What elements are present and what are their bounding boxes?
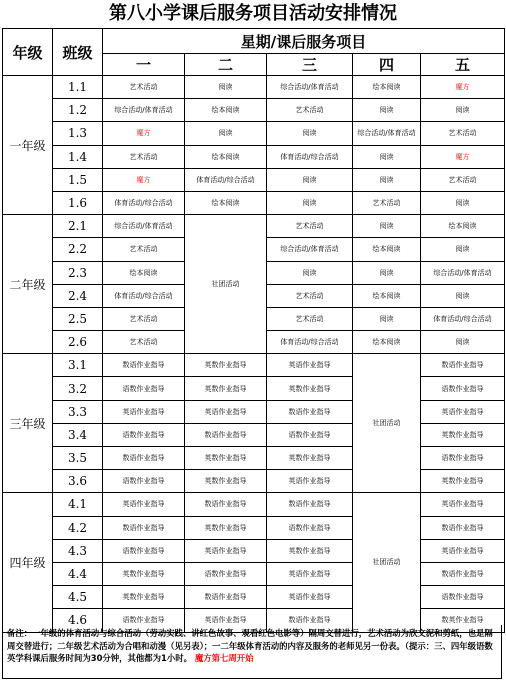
activity-cell: 艺术活动 [353, 191, 421, 214]
activity-cell: 数英作业指导 [421, 609, 505, 632]
activity-cell: 体育活动/综合活动 [103, 284, 185, 307]
class-number: 1.5 [53, 168, 103, 191]
activity-cell: 绘本阅读 [103, 261, 185, 284]
class-number: 3.6 [53, 470, 103, 493]
table-row [3, 122, 505, 145]
activity-cell: 体育活动/综合活动 [267, 145, 353, 168]
table-row [3, 493, 505, 516]
class-number: 2.5 [53, 307, 103, 330]
activity-cell: 数语作业指导 [103, 447, 185, 470]
activity-cell: 英语作业指导 [103, 493, 185, 516]
activity-cell: 综合活动/体育活动 [353, 122, 421, 145]
table-row [3, 516, 505, 539]
day-header-fri: 五 [421, 54, 505, 76]
day-header-tue: 二 [185, 54, 267, 76]
activity-cell: 魔方 [421, 76, 505, 99]
activity-cell: 艺术活动 [267, 215, 353, 238]
activity-cell: 艺术活动 [267, 307, 353, 330]
activity-cell: 体育活动/综合活动 [103, 191, 185, 214]
class-number: 4.2 [53, 516, 103, 539]
grade-label: 一年级 [3, 76, 53, 215]
grade-header: 年级 [3, 29, 53, 76]
activity-cell: 艺术活动 [103, 307, 185, 330]
class-number: 3.4 [53, 423, 103, 446]
table-row [3, 191, 505, 214]
activity-cell: 综合活动/体育活动 [103, 99, 185, 122]
activity-cell: 阅读 [421, 331, 505, 354]
activity-cell: 数语作业指导 [267, 493, 353, 516]
activity-cell: 数语作业指导 [185, 586, 267, 609]
activity-cell: 语数作业指导 [103, 539, 185, 562]
activity-cell: 数语作业指导 [267, 609, 353, 632]
activity-cell: 阅读 [421, 238, 505, 261]
activity-cell: 阅读 [353, 99, 421, 122]
table-row [3, 76, 505, 99]
activity-cell: 综合活动/体育活动 [267, 238, 353, 261]
activity-cell: 阅读 [421, 99, 505, 122]
activity-cell: 阅读 [353, 168, 421, 191]
schedule-table [2, 28, 505, 633]
activity-cell: 英语作业指导 [185, 400, 267, 423]
activity-cell: 数语作业指导 [421, 354, 505, 377]
table-row [3, 562, 505, 585]
activity-cell: 绘本阅读 [421, 215, 505, 238]
club-activity-cell: 社团活动 [185, 215, 267, 354]
class-number: 1.2 [53, 99, 103, 122]
activity-cell: 阅读 [353, 261, 421, 284]
activity-cell: 阅读 [185, 122, 267, 145]
activity-cell: 综合活动/体育活动 [421, 261, 505, 284]
activity-cell: 阅读 [267, 261, 353, 284]
class-number: 3.1 [53, 354, 103, 377]
activity-cell: 数语作业指导 [421, 516, 505, 539]
footnote-text: 备注：一年级的体育活动与综合活动（劳动实践、讲红色故事、观看红色电影等）隔周交替进行，艺术活动为欣文泥和剪纸，也是隔周交替进行；二年级艺术活动为合唱和动漫（见另表）；一二年级体育活动的内容及服务的老师见另一份表。（提示：三、四年级语数英学科课后服务时间为30分钟，其他都为1小时。 [7, 628, 493, 664]
activity-cell: 英语作业指导 [267, 354, 353, 377]
activity-cell: 英语作业指导 [185, 609, 267, 632]
grade-label: 三年级 [3, 354, 53, 493]
sheet-title: 第八小学课后服务项目活动安排情况 [109, 3, 397, 24]
activity-cell: 数语作业指导 [185, 493, 267, 516]
activity-cell: 数语作业指导 [103, 354, 185, 377]
class-number: 4.4 [53, 562, 103, 585]
table-row [3, 423, 505, 446]
class-number: 3.5 [53, 447, 103, 470]
activity-cell: 英数作业指导 [421, 423, 505, 446]
day-header-wed: 三 [267, 54, 353, 76]
activity-cell: 语数作业指导 [103, 470, 185, 493]
table-row [3, 145, 505, 168]
activity-cell: 体育活动/综合活动 [421, 307, 505, 330]
club-activity-cell: 社团活动 [353, 493, 421, 632]
table-row [3, 400, 505, 423]
activity-cell: 英数作业指导 [267, 539, 353, 562]
activity-cell: 英语作业指导 [267, 562, 353, 585]
class-number: 4.5 [53, 586, 103, 609]
club-activity-cell: 社团活动 [353, 354, 421, 493]
activity-cell: 英语作业指导 [421, 493, 505, 516]
activity-cell: 数语作业指导 [421, 562, 505, 585]
table-row [3, 470, 505, 493]
activity-cell: 艺术活动 [103, 238, 185, 261]
activity-cell: 英语作业指导 [421, 400, 505, 423]
table-row [3, 586, 505, 609]
activity-cell: 英数作业指导 [103, 586, 185, 609]
activity-cell: 数语作业指导 [267, 400, 353, 423]
activity-cell: 绘本阅读 [353, 331, 421, 354]
activity-cell: 艺术活动 [103, 331, 185, 354]
activity-cell: 英数作业指导 [185, 377, 267, 400]
activity-cell: 语数作业指导 [103, 609, 185, 632]
activity-cell: 语数作业指导 [103, 423, 185, 446]
activity-cell: 阅读 [267, 191, 353, 214]
table-row [3, 447, 505, 470]
footnote [2, 625, 502, 679]
activity-cell: 绘本阅读 [185, 99, 267, 122]
activity-cell: 阅读 [353, 307, 421, 330]
class-number: 3.3 [53, 400, 103, 423]
activity-cell: 英数作业指导 [103, 562, 185, 585]
activity-cell: 绘本阅读 [353, 238, 421, 261]
table-row [3, 99, 505, 122]
table-row [3, 539, 505, 562]
activity-cell: 数语作业指导 [185, 423, 267, 446]
class-number: 4.6 [53, 609, 103, 632]
activity-cell: 阅读 [267, 122, 353, 145]
day-header-mon: 一 [103, 54, 185, 76]
activity-cell: 语数作业指导 [421, 586, 505, 609]
table-row [3, 215, 505, 238]
activity-cell: 艺术活动 [103, 76, 185, 99]
activity-cell: 英语作业指导 [267, 586, 353, 609]
activity-cell: 综合活动/体育活动 [103, 215, 185, 238]
activity-cell: 语数作业指导 [267, 423, 353, 446]
class-number: 2.2 [53, 238, 103, 261]
activity-cell: 阅读 [421, 191, 505, 214]
class-header: 班级 [53, 29, 103, 76]
day-header-thu: 四 [353, 54, 421, 76]
activity-cell: 语数作业指导 [421, 377, 505, 400]
activity-cell: 综合活动/体育活动 [267, 76, 353, 99]
activity-cell: 语数作业指导 [103, 377, 185, 400]
class-number: 1.6 [53, 191, 103, 214]
activity-cell: 语数作业指导 [185, 562, 267, 585]
class-number: 2.3 [53, 261, 103, 284]
activity-cell: 英数作业指导 [185, 516, 267, 539]
activity-cell: 英数作业指导 [185, 447, 267, 470]
activity-cell: 艺术活动 [267, 284, 353, 307]
class-number: 4.3 [53, 539, 103, 562]
activity-cell: 艺术活动 [421, 168, 505, 191]
table-row [3, 168, 505, 191]
activity-cell: 阅读 [267, 168, 353, 191]
activity-cell: 绘本阅读 [185, 145, 267, 168]
activity-cell: 英数作业指导 [267, 447, 353, 470]
activity-cell: 阅读 [421, 284, 505, 307]
class-number: 2.6 [53, 331, 103, 354]
class-number: 1.1 [53, 76, 103, 99]
activity-cell: 语数作业指导 [267, 516, 353, 539]
class-number: 1.4 [53, 145, 103, 168]
activity-cell: 英语作业指导 [185, 539, 267, 562]
table-row [3, 377, 505, 400]
activity-cell: 艺术活动 [421, 122, 505, 145]
class-number: 2.4 [53, 284, 103, 307]
activity-cell: 魔方 [421, 145, 505, 168]
activity-cell: 英数作业指导 [185, 470, 267, 493]
activity-cell: 魔方 [103, 168, 185, 191]
class-number: 3.2 [53, 377, 103, 400]
activity-cell: 体育活动/综合活动 [267, 331, 353, 354]
activity-cell: 语数作业指导 [421, 447, 505, 470]
grade-label: 四年级 [3, 493, 53, 632]
activity-cell: 英数作业指导 [185, 354, 267, 377]
activity-cell: 英数作业指导 [421, 470, 505, 493]
class-number: 4.1 [53, 493, 103, 516]
footnote-highlight: 魔方第七周开始 [194, 653, 254, 664]
activity-cell: 绘本阅读 [185, 191, 267, 214]
activity-cell: 绘本阅读 [353, 76, 421, 99]
activity-cell: 艺术活动 [103, 145, 185, 168]
activity-cell: 绘本阅读 [353, 284, 421, 307]
table-row [3, 354, 505, 377]
activity-cell: 阅读 [185, 76, 267, 99]
header-row-1 [3, 29, 505, 54]
class-number: 2.1 [53, 215, 103, 238]
activity-cell: 阅读 [353, 145, 421, 168]
activity-cell: 数语作业指导 [103, 516, 185, 539]
activity-cell: 英语作业指导 [103, 400, 185, 423]
activity-cell: 艺术活动 [267, 99, 353, 122]
grade-label: 二年级 [3, 215, 53, 354]
activity-cell: 英数作业指导 [267, 377, 353, 400]
activity-cell: 体育活动/综合活动 [185, 168, 267, 191]
activity-cell: 英语作业指导 [421, 539, 505, 562]
activity-cell: 阅读 [353, 215, 421, 238]
weekday-span-header: 星期/课后服务项目 [103, 29, 505, 54]
activity-cell: 魔方 [103, 122, 185, 145]
class-number: 1.3 [53, 122, 103, 145]
activity-cell: 英语作业指导 [267, 470, 353, 493]
